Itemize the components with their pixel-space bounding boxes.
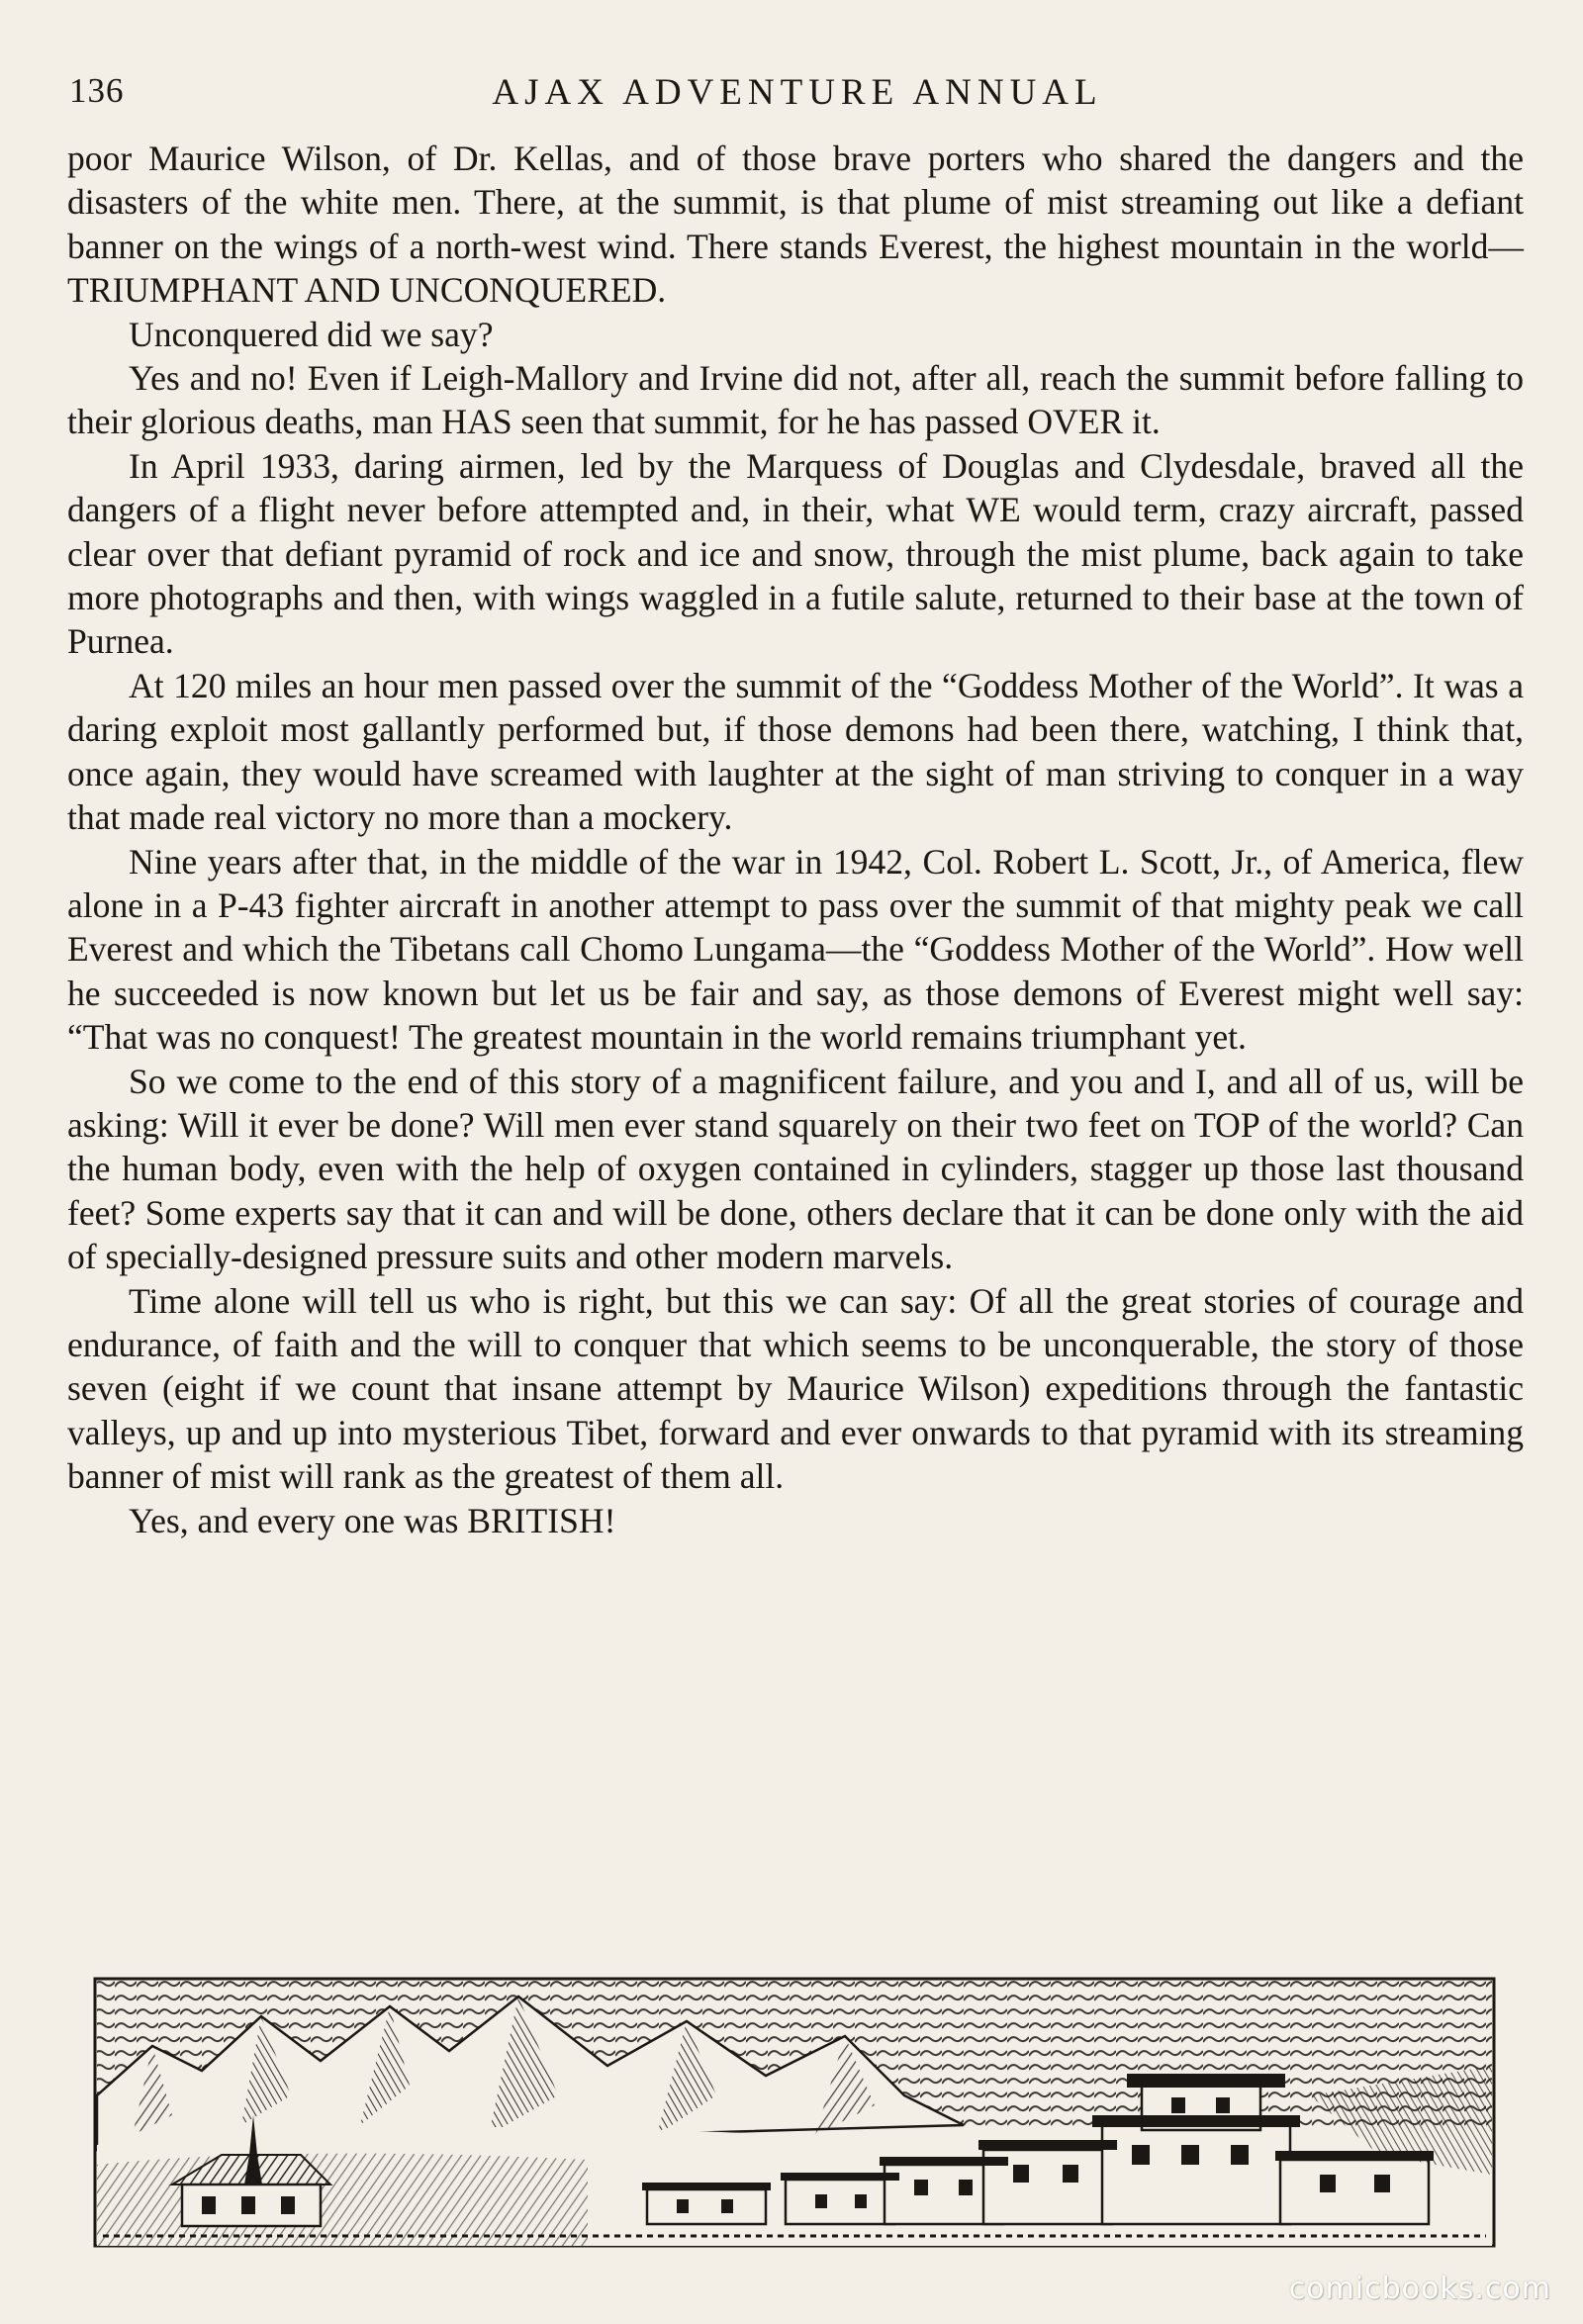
page-header [65, 71, 1530, 121]
running-title: AJAX ADVENTURE ANNUAL [492, 72, 1103, 113]
paragraph: Nine years after that, in the middle of the war in 1942, Col. Robert L. Scott, Jr., of America, flew alone in a P-43 fighter aircraft in another attempt to pass over the summit of that mighty peak we call Everest and which the Tibetans call Chomo Lungama—the “Goddess Mother of the World”. How well he succeeded is now known but let us be fair and say, as those demons of Everest might well say: “That was no conquest! The greatest mountain in the world remains triumphant yet. [67, 841, 1524, 1058]
paragraph: In April 1933, daring airmen, led by the Marquess of Douglas and Clydesdale, braved all the dangers of a flight never before attempted and, in their, what WE would term, crazy aircraft, passed clear over that defiant pyramid of rock and ice and snow, through the mist plume, back again to take more photographs and then, with wings waggled in a futile salute, returned to their base at the town of Purnea. [67, 445, 1524, 662]
mountain-village-woodcut-icon [93, 1977, 1496, 2250]
paragraph: Yes, and every one was BRITISH! [129, 1500, 616, 1540]
paragraph: Unconquered did we say? [129, 314, 494, 354]
paragraph: poor Maurice Wilson, of Dr. Kellas, and of those brave porters who shared the dangers and the disasters of the white men. There, at the summit, is that plume of mist streaming out like a defiant banner on the wings of a north-west wind. There stands Everest, the highest mountain in the world—TRIUMPHANT AND UNCONQUERED. [67, 139, 1524, 311]
paragraph: At 120 miles an hour men passed over the summit of the “Goddess Mother of the World”. It was a daring exploit most gallantly performed but, if those demons had been there, watching, I think that, once again, they would have screamed with laughter at the sight of man striving to conquer in a way that made real victory no more than a mockery. [67, 665, 1524, 838]
page-number: 136 [69, 71, 125, 110]
watermark: comicbooks.com [1288, 2272, 1551, 2306]
paragraph: So we come to the end of this story of a magnificent failure, and you and I, and all of us, will be asking: Will it ever be done? Will men ever stand squarely on their two feet on TOP of the world? Can the human body, even with the help of oxygen contained in cylinders, stagger up those last thousand feet? Some experts say that it can and will be done, others declare that it can be done only with the aid of specially-designed pressure suits and other modern marvels. [67, 1061, 1524, 1277]
paragraph: Time alone will tell us who is right, but this we can say: Of all the great stories of courage and endurance, of faith and the will to conquer that which seems to be unconquerable, the story of those seven (eight if we count that insane attempt by Maurice Wilson) expeditions through the fantastic valleys, up and up into mysterious Tibet, forward and ever onwards to that pyramid with its streaming banner of mist will rank as the greatest of them all. [67, 1280, 1524, 1497]
article-body [67, 137, 1524, 1542]
paragraph: Yes and no! Even if Leigh-Mallory and Irvine did not, after all, reach the summit before falling to their glorious deaths, man HAS seen that summit, for he has passed OVER it. [67, 358, 1524, 442]
